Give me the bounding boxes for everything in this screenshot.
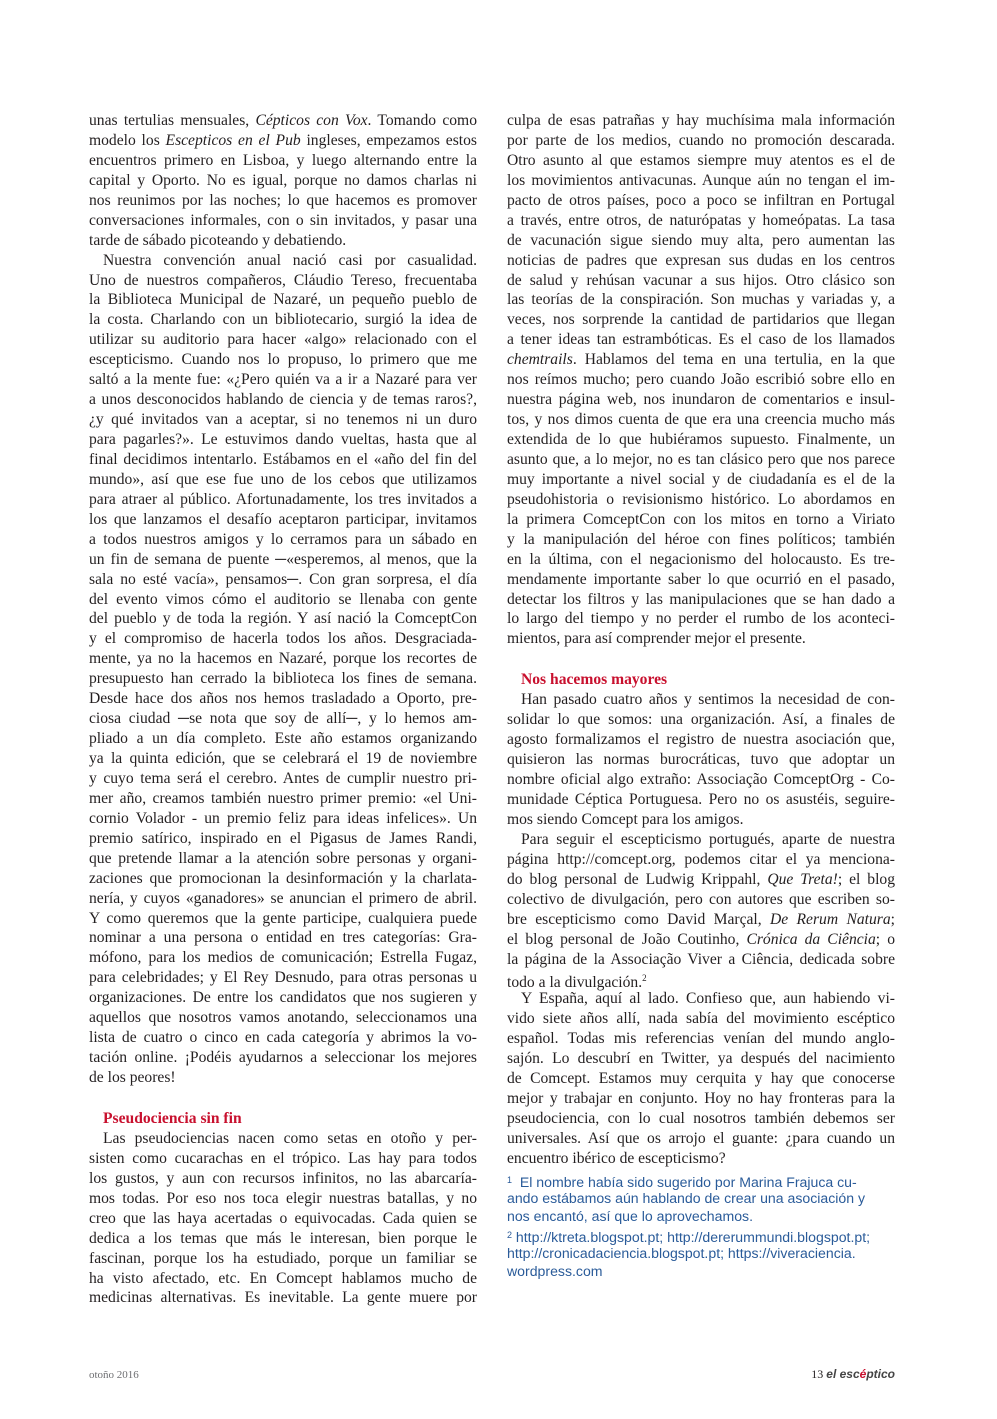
text-line: para pagarles?». Le estuvimos dando vueltas, hasta que al [89, 431, 477, 448]
text-line: por parte de los medios, cuando no promoción descarada. [507, 131, 895, 149]
text-line: vido siete años allí, nada sabía del movimiento escéptico [507, 1010, 895, 1028]
text-line: Para seguir el escepticismo portugués, aparte de nuestra [521, 830, 895, 848]
text-line: para atraer al público. Afortunadamente, los tres invitados a [89, 490, 477, 508]
text-line: español. Todas mis referencias venían del mundo anglo- [507, 1030, 895, 1048]
text-line: tos, y nos dimos cuenta de que era una creencia mucho más [507, 411, 895, 429]
text-line: unas tertulias mensuales, Cépticos con Vox. Tomando como [89, 112, 477, 129]
text-line: Han pasado cuatro años y sentimos la necesidad de con- [521, 691, 895, 709]
text-line: medicinas alternativas. Es inevitable. La gente muere por [89, 1289, 477, 1307]
text-line: del evento vimos cómo el auditorio se llenaba con gente [89, 590, 477, 608]
text-line: cornio Volador - un premio feliz para ideas infelices». Un [89, 809, 477, 827]
text-line: para celebridades; y El Rey Desnudo, para otras personas u [89, 969, 477, 987]
text-line: sala no esté vacía», pensamos─. Con gran sorpresa, el día [89, 570, 477, 588]
text-line: ya la quinta edición, que se celebrará el 19 de noviembre [89, 750, 477, 767]
text-line: agosto formalizamos el registro de nuestra asociación que, [507, 731, 895, 749]
section-heading: Nos hacemos mayores [521, 671, 668, 689]
text-line: mos siendo Comcept para los amigos. [507, 810, 744, 828]
text-line: todo a la divulgación.$^2$ [507, 973, 647, 992]
text-line: modelo los Escepticos en el Pub ingleses, empezamos estos [89, 131, 477, 149]
text-line: capital y Oporto. No es igual, porque no damos charlas ni [89, 171, 477, 189]
text-line: pseudohistoria o revisionismo histórico. Lo abordamos en [507, 490, 895, 508]
text-line: de salud y rehúsan vacunar a sus hijos. Otro clásico son [507, 271, 895, 289]
text-line: chemtrails. Hablamos del tema en una tertulia, en la que [507, 351, 895, 369]
text-line: conversaciones informales, con o sin invitados, y pasar una [89, 211, 477, 229]
text-line: colectivo de divulgación, pero con autores que escriben so- [507, 890, 895, 908]
page-folio [811, 1367, 895, 1382]
text-line: premio satírico, inspirado en el Pigasus de James Randi, [89, 829, 477, 847]
text-line: lista de cuatro o cinco en cada categoría y abrimos la vo- [89, 1029, 477, 1047]
text-line: encuentros primero en Lisboa, y luego alternando entre la [89, 151, 477, 169]
text-line: mófono, para los medios de comunicación; Estrella Fugaz, [89, 949, 477, 967]
text-line: y cuyo tema será el cerebro. Antes de cumplir nuestro pri- [89, 769, 477, 787]
text-line: organizaciones. De entre los candidatos que nos sugieren y [89, 989, 477, 1007]
text-line: nos reímos mucho; pero cuando João escribió sobre ello en [507, 371, 895, 389]
right-column [507, 111, 895, 1169]
text-line: las teorías de la conspiración. Son muchas y variadas y, a [507, 291, 895, 309]
text-line: mientos, para así comprender mejor el presente. [507, 630, 806, 648]
magazine-name: el escéptico [826, 1367, 895, 1381]
text-line: encuentro ibérico de escepticismo? [507, 1149, 726, 1167]
text-line: nombre oficial algo extraño: Associação ComceptOrg - Co- [507, 771, 895, 789]
text-line: Y como queremos que la gente participe, cualquiera puede [89, 909, 477, 927]
text-line: ha visto afectado, etc. En Comcept hablamos mucho de [89, 1269, 477, 1287]
text-line: pacto de otros países, poco a poco se infiltran en Portugal [507, 191, 895, 209]
footnote-line: ando estábamos aún hablando de crear una asociación y [507, 1190, 866, 1207]
footnote-line: nos encantó, así que lo aprovechamos. [507, 1208, 754, 1225]
footnote-line: $^1$ El nombre había sido sugerido por Marina Frajuca cu- [507, 1174, 857, 1190]
text-line: Las pseudociencias nacen como setas en otoño y per- [103, 1129, 477, 1147]
text-line: a unos desconocidos hablando de ciencia y de temas raros?, [89, 391, 477, 409]
text-line: página http://comcept.org, podemos citar el ya menciona- [507, 850, 895, 868]
text-line: y la manipulación del héroe con fines políticos; también [507, 530, 895, 548]
text-line: mente, ya no la hacemos en Nazaré, porque los recortes de [89, 650, 477, 668]
text-line: do blog personal de Ludwig Krippahl, Que Treta!; el blog [507, 870, 895, 888]
text-line: zaciones que promocionan la desinformación y la charlata- [89, 869, 477, 887]
text-line: Y España, aquí al lado. Confieso que, aun habiendo vi- [521, 990, 895, 1008]
text-line: veces, nos sorprende la cantidad de partidarios que llegan [507, 311, 895, 329]
text-line: sisten como cucarachas en el trópico. Las hay para todos [89, 1149, 477, 1167]
text-line: asunto que, a lo mejor, no es tan clásico pero que nos parece [507, 450, 895, 468]
footnotes [507, 1171, 895, 1280]
text-line: a tener ideas tan estrambóticas. Es el caso de los llamados [507, 331, 895, 349]
text-line: creo que las haya acertadas o equivocadas. Cada quien se [89, 1209, 477, 1227]
text-line: un fin de semana de puente ─«esperemos, al menos, que la [89, 550, 477, 568]
text-line: a través, entre otros, de naturópatas y homeópatas. La tasa [507, 211, 895, 229]
text-line: detectar los filtros y las manipulaciones que se han dado a [507, 590, 895, 608]
text-line: los que lanzamos el desafío aceptaron participar, invitamos [89, 510, 477, 528]
text-line: mer año, creamos también nuestro primer premio: «el Uni- [89, 789, 477, 807]
text-line: de los peores! [89, 1069, 176, 1086]
text-line: mos todas. Por eso nos toca elegir nuestras batallas, y no [89, 1189, 477, 1207]
text-line: mendamente importante saber lo que ocurrió en el pasado, [507, 570, 895, 588]
footnote-line: wordpress.com [507, 1262, 603, 1279]
text-line: pliado a un día completo. Este año estamos organizando [89, 730, 477, 748]
text-line: los gustos, y aun con recursos infinitos, no las abarcaría- [89, 1169, 477, 1187]
issue-date: otoño 2016 [89, 1369, 139, 1381]
text-line: fascinan, porque los ha estudiado, porque un familiar se [89, 1249, 477, 1267]
text-line: tación online. ¡Podéis ayudarnos a seleccionar los mejores [89, 1049, 477, 1067]
text-line: culpa de esas patrañas y hay muchísima mala información [507, 112, 895, 129]
footnote-line: $^2$ http://ktreta.blogspot.pt; http://dererummundi.blogspot.pt; [507, 1228, 871, 1245]
text-line: nominar a una persona o entidad en tres categorías: Gra- [89, 929, 477, 947]
text-line: escepticismo. Cuando nos lo propuso, lo primero que me [89, 351, 477, 369]
text-line: y el compromiso de hacerla todos los años. Desgraciada- [89, 630, 477, 648]
text-line: bre escepticismo como David Marçal, De Rerum Natura; [507, 910, 895, 928]
text-line: el blog personal de João Coutinho, Crónica da Ciência; o [507, 930, 895, 948]
text-line: nería, y cuyos «ganadores» se anuncian el primero de abril. [89, 889, 477, 907]
text-line: quisieron las normas burocráticas, tuvo que adoptar un [507, 751, 895, 769]
text-line: solidar lo que somos: una organización. Así, a finales de [507, 711, 895, 729]
text-line: nuestra página web, nos inundaron de comentarios e insul- [507, 391, 895, 409]
text-line: del pueblo y de toda la región. Y así nació la ComceptCon [89, 610, 477, 628]
text-line: Nuestra convención anual nació casi por casualidad. [103, 251, 477, 269]
left-column [89, 111, 477, 1308]
text-line: ciosa ciudad ─se nota que soy de allí─, y lo hemos am- [89, 710, 477, 728]
text-line: munidade Céptica Portuguesa. Pero no os asustéis, seguire- [507, 791, 895, 808]
text-line: de vacunación sigue siendo muy alta, pero aumentan las [507, 231, 895, 249]
text-line: Otro asunto al que estamos siempre muy atentos es el de [507, 151, 895, 169]
text-line: Uno de nuestros compañeros, Cláudio Tereso, frecuentaba [89, 271, 477, 289]
text-line: ¿y qué invitados van a aceptar, si no tenemos ni un duro [89, 411, 477, 429]
text-line: noticias de padres que expresan sus dudas en los centros [507, 251, 895, 269]
text-line: presupuesto han cerrado la biblioteca los fines de semana. [89, 670, 477, 688]
text-line: dedica a los temas que más le interesan, bien porque le [89, 1229, 477, 1247]
text-line: aquellos que nosotros vamos anotando, seleccionamos una [89, 1009, 477, 1027]
section-gap [507, 649, 895, 669]
footnote-line: http://cronicadaciencia.blogspot.pt; https://viveraciencia. [507, 1244, 856, 1261]
text-line: muy importante a nivel social y de ciudadanía es el de la [507, 470, 895, 488]
text-line: en la última, con el negacionismo del holocausto. Es tre- [507, 550, 895, 568]
text-line: lo largo del tiempo y no perder el rumbo de los aconteci- [507, 610, 895, 628]
page-number: 13 [811, 1367, 824, 1381]
text-line: final decidimos intentarlo. Estábamos en el «año del fin del [89, 450, 477, 468]
text-line: sajón. Lo descubrí en Twitter, ya después del nacimiento [507, 1050, 895, 1068]
text-line: de Comcept. Estamos muy cerquita y hay que conocerse [507, 1070, 895, 1088]
text-line: la Biblioteca Municipal de Nazaré, un pequeño pueblo de [89, 291, 477, 309]
text-line: los movimientos antivacunas. Aunque aún no tengan el im- [507, 171, 895, 189]
text-line: nos reunimos por las noches; lo que hacemos es promover [89, 191, 477, 209]
text-line: utilizar su auditorio para hacer «algo» relacionado con el [89, 331, 477, 349]
text-line: la primera ComceptCon con los mitos en torno a Viriato [507, 510, 895, 528]
text-line: la costa. Charlando con un bibliotecario, surgió la idea de [89, 311, 477, 329]
text-line: tarde de sábado picoteando y debatiendo. [89, 231, 347, 249]
section-gap [89, 1088, 477, 1108]
text-line: a todos nuestros amigos y lo cerramos para un sábado en [89, 530, 477, 548]
text-line: Desde hace dos años nos hemos trasladado a Oporto, pre- [89, 690, 477, 708]
text-line: que pretende llamar a la atención sobre personas y organi- [89, 849, 477, 867]
section-heading: Pseudociencia sin fin [103, 1109, 242, 1127]
text-line: extendida de lo que hubiéramos supuesto. Finalmente, un [507, 431, 895, 448]
text-line: saltó a la mente fue: «¿Pero quién va a ir a Nazaré para ver [89, 371, 477, 389]
text-line: mundo», así que ese fue uno de los cebos que utilizamos [89, 470, 477, 488]
text-line: mejor y trabajar en conjunto. Hoy no hay fronteras para la [507, 1090, 895, 1108]
text-line: universales. Así que os arrojo el guante: ¿para cuando un [507, 1129, 895, 1147]
text-line: la página de la Associação Viver a Ciência, dedicada sobre [507, 950, 895, 968]
text-line: pseudociencia, con lo cual nosotros también debemos ser [507, 1110, 895, 1127]
